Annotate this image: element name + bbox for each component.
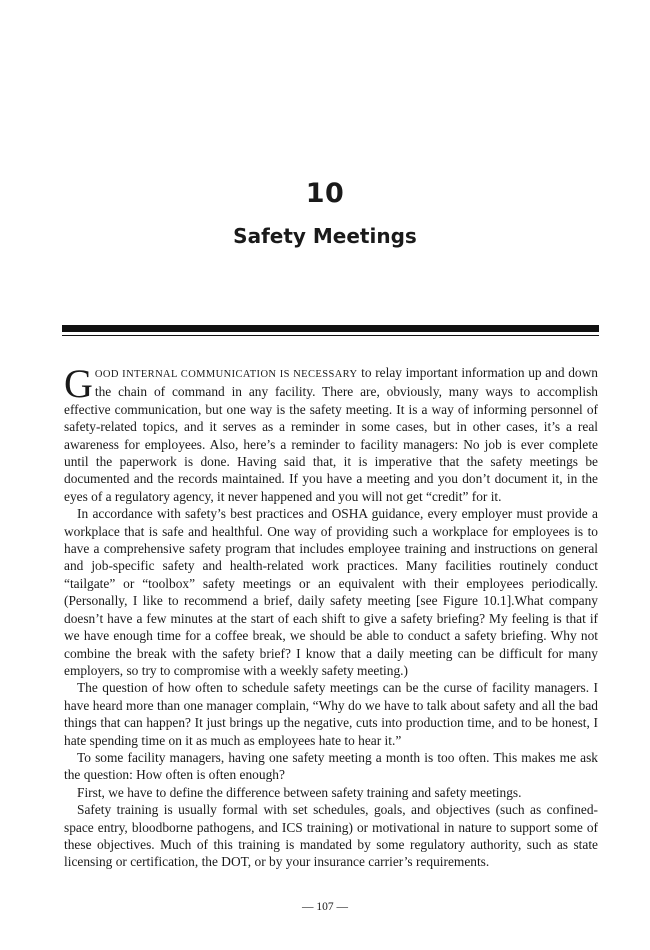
paragraph-4: To some facility managers, having one safety meeting a month is too often. This makes me ask the question: How often is often enough? — [64, 749, 598, 783]
paragraph-1-text: to relay important information up and down the chain of command in any facility. There are, obviously, many ways to accomplish effective communication, but one way is the safety meeting. It is a way of informing personnel of safety-related topics, and it serves as a reminder in some cases, but in other cases, it’s a real awareness for employees. Also, here’s a reminder to facility managers: No job is ever complete until the paperwork is done. Having said that, it is imperative that the safety meetings be documented and the records maintained. If you have a meeting and you don’t document it, in the eyes of a regulatory agency, it never happened and you will not get “credit” for it. — [64, 365, 598, 504]
lead-in-smallcaps: OOD INTERNAL COMMUNICATION IS NECESSARY — [94, 369, 358, 380]
paragraph-2: In accordance with safety’s best practices and OSHA guidance, every employer must provide a workplace that is safe and healthful. One way of providing such a workplace for employees is to have a comprehensive safety program that includes employee training and instructions on general and job-specific safety and health-related work practices. Many facilities routinely conduct “tailgate” or “toolbox” safety meetings or an equivalent with their employees periodically. (Personally, I like to recommend a brief, daily safety meeting [see Figure 10.1].What company doesn’t have a few minutes at the start of each shift to give a safety briefing? My feeling is that if we have enough time for a coffee break, we should be able to conduct a safety briefing. Why not combine the break with the safety brief? I know that a daily meeting can be difficult for many employers, so try to compromise with a weekly safety meeting.) — [64, 506, 598, 678]
chapter-title: Safety Meetings — [233, 224, 417, 248]
chapter-number: 10 — [305, 178, 345, 209]
chapter-divider-thin — [62, 335, 599, 336]
paragraph-6: Safety training is usually formal with set schedules, goals, and objectives (such as confined-space entry, bloodborne pathogens, and ICS training) or motivational in nature to support some of these objectives. Much of this training is mandated by some regulatory authority, such as state licensing or certification, the DOT, or by your insurance carrier’s requirements. — [64, 802, 598, 870]
paragraph-1 — [64, 361, 598, 505]
drop-cap: G — [64, 361, 93, 406]
chapter-divider-thick — [62, 325, 599, 332]
page-number: — 107 — — [302, 901, 348, 913]
body-text — [64, 361, 598, 871]
paragraph-3: The question of how often to schedule safety meetings can be the curse of facility managers. I have heard more than one manager complain, “Why do we have to talk about safety and all the bad things that can happen? It just brings up the negative, cuts into production time, and to be honest, I hate spending time on it as much as employees hate to hear it.” — [64, 680, 598, 748]
paragraph-5: First, we have to define the difference between safety training and safety meetings. — [77, 784, 522, 800]
